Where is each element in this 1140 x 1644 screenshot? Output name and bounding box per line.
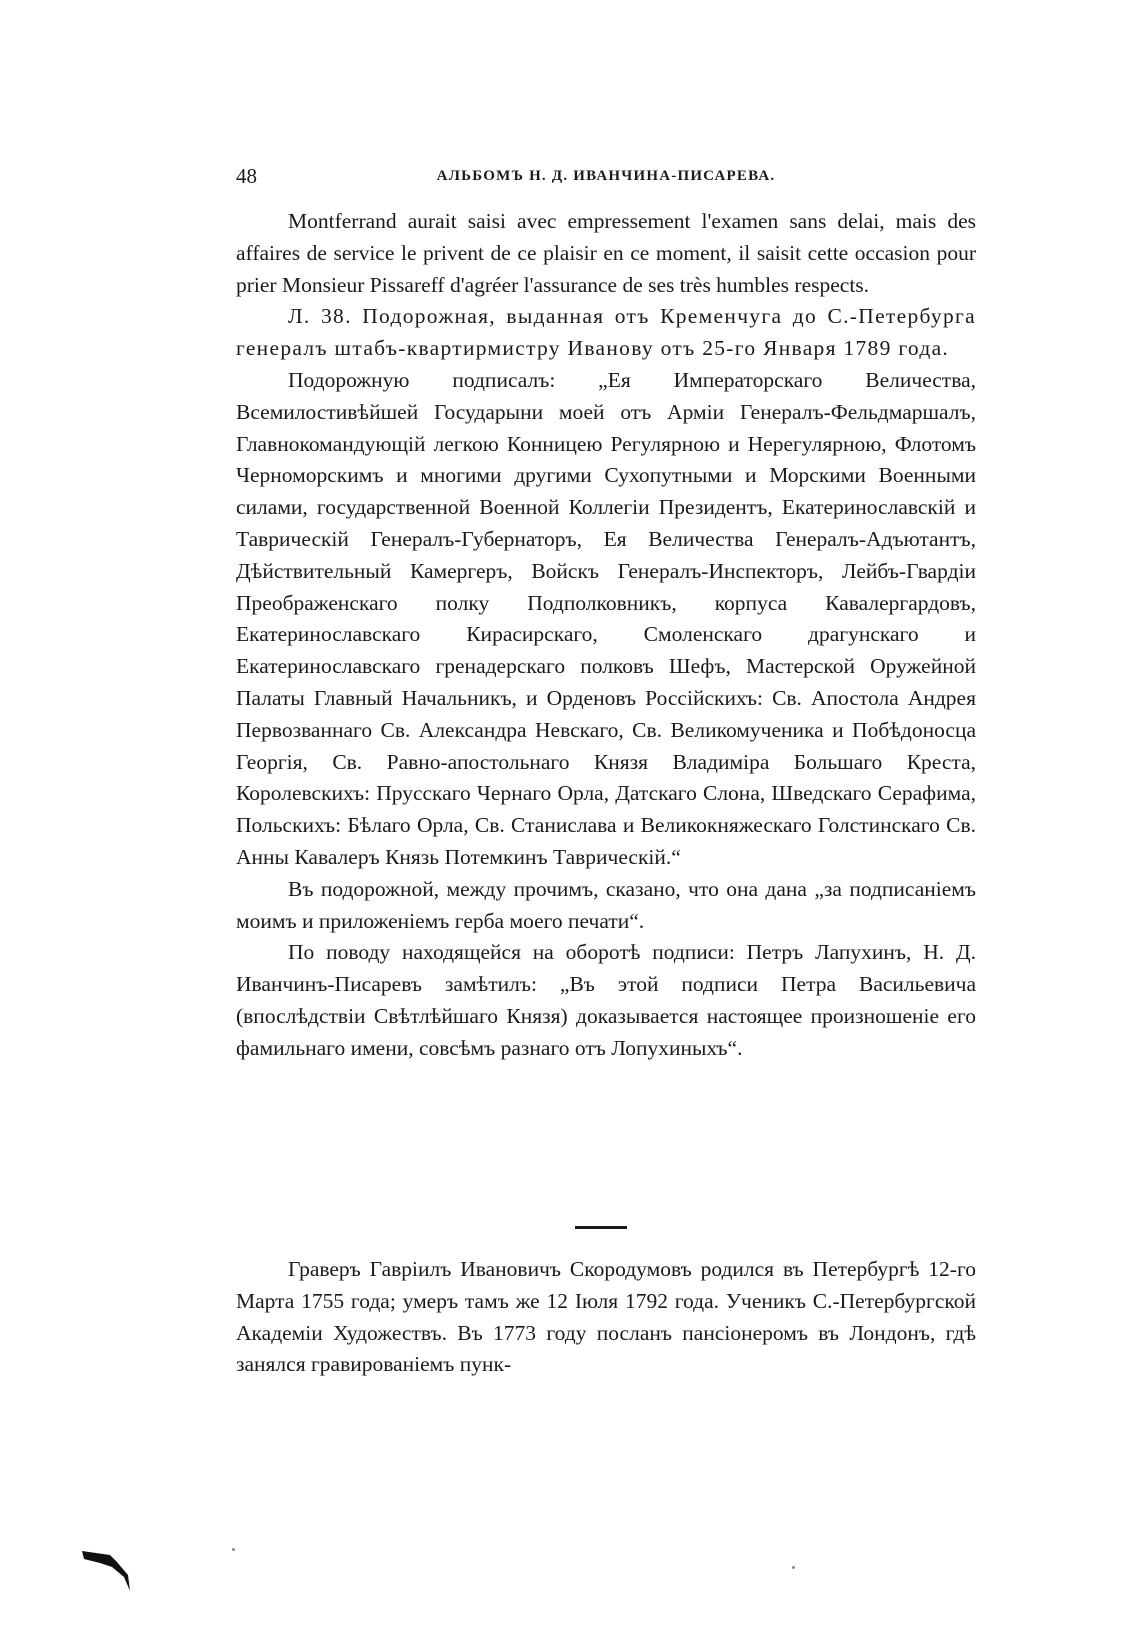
scan-speck: [792, 1566, 795, 1569]
paragraph-lapukhin-note: По поводу находящейся на оборотѣ подписи: Петръ Лапухинъ, Н. Д. Иванчинъ-Писаревъ замѣтилъ: „Въ этой подписи Петра Васильевича (впослѣдствіи Свѣтлѣйшаго Князя) доказывается настоящее произношеніе его фамильнаго имени, совсѣмъ разнаго отъ Лопухиныхъ“.: [236, 940, 976, 1060]
running-title: АЛЬБОМЪ Н. Д. ИВАНЧИНА-ПИСАРЕВА.: [436, 168, 776, 184]
paragraph-podorozhnaya-note: Въ подорожной, между прочимъ, сказано, что она дана „за подписаніемъ моимъ и приложеніемъ герба моего печати“.: [236, 876, 976, 933]
section-divider: [575, 1226, 627, 1229]
page-header: [236, 164, 976, 196]
text-block-upper: [236, 206, 976, 1065]
scan-speck: [232, 1548, 235, 1551]
paragraph-signature-title: Подорожную подписалъ: „Ея Императорскаго Величества, Всемилостивѣйшей Государыни моей отъ Арміи Генералъ-Фельдмаршалъ, Главнокомандующій легкою Конницею Регулярною и Нерегулярною, Флотомъ Черноморскимъ и многими другими Сухопутными и Морскими Военными силами, государственной Военной Коллегіи Президентъ, Екатеринославскій и Таврическій Генералъ-Губернаторъ, Ея Величества Генералъ-Адъютантъ, Дѣйствительный Камергеръ, Войскъ Генералъ-Инспекторъ, Лейбъ-Гвардіи Преображенскаго полку Подполковникъ, корпуса Кавалергардовъ, Екатеринославскаго Кирасирскаго, Смоленскаго драгунскаго и Екатеринославскаго гренадерскаго полковъ Шефъ, Мастерской Оружейной Палаты Главный Начальникъ, и Орденовъ Россійскихъ: Св. Апостола Андрея Первозваннаго Св. Александра Невскаго, Св. Великомученика и Побѣдоносца Георгія, Св. Равно-апостольнаго Князя Владиміра Большаго Креста, Королевскихъ: Прусскаго Чернаго Орла, Датскаго Слона, Шведскаго Серафима, Польскихъ: Бѣлаго Орла, Св. Станислава и Великокняжескаго Голстинскаго Св. Анны Кавалеръ Князь Потемкинъ Таврическій.“: [236, 367, 976, 869]
page-number: 48: [236, 164, 257, 188]
paragraph-leaf-38: Л. 38. Подорожная, выданная отъ Кременчуга до С.-Петербурга генералъ штабъ-квартирмистру Иванову отъ 25-го Января 1789 года.: [236, 304, 976, 361]
text-block-lower: [236, 1254, 976, 1381]
pointing-hand-mark-icon: [80, 1545, 135, 1595]
paragraph-french-note: Montferrand aurait saisi avec empressement l'examen sans delai, mais des affaires de service le privent de ce plaisir en ce moment, il saisit cette occasion pour prier Monsieur Pissareff d'agréer l'assurance de ses très humbles respects.: [236, 209, 976, 297]
paragraph-skorodumov-bio: Граверъ Гавріилъ Ивановичъ Скородумовъ родился въ Петербургѣ 12-го Марта 1755 года; умеръ тамъ же 12 Іюля 1792 года. Ученикъ С.-Петербургской Академіи Художествъ. Въ 1773 году посланъ пансіонеромъ въ Лондонъ, гдѣ занялся гравированіемъ пунк-: [236, 1257, 976, 1377]
